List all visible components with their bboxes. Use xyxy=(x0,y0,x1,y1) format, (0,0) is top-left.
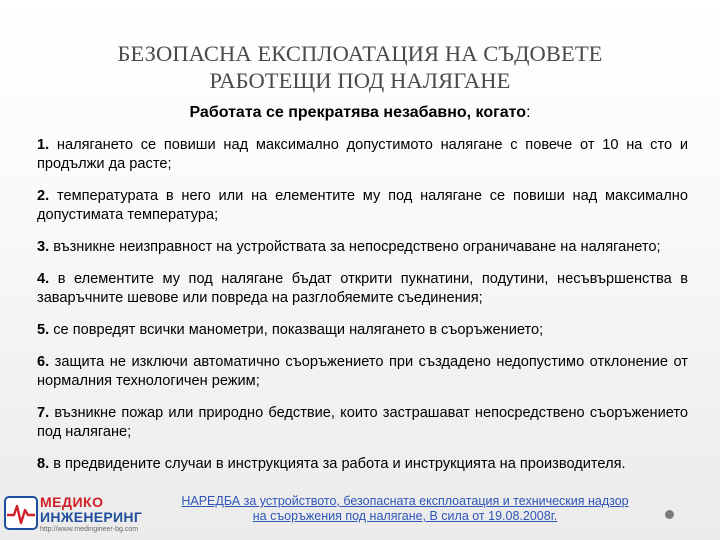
list-item xyxy=(37,321,688,340)
item-number: 1. xyxy=(37,137,50,153)
item-number: 4. xyxy=(37,271,50,287)
slide-title xyxy=(40,40,680,94)
title-line-1: БЕЗОПАСНА ЕКСПЛОАТАЦИЯ НА СЪДОВЕТЕ xyxy=(117,41,603,66)
list-item xyxy=(37,353,688,391)
item-text: възникне неизправност на устройствата за непосредствено ограничаване на налягането; xyxy=(49,239,661,255)
item-number: 2. xyxy=(37,188,50,204)
conditions-list xyxy=(37,136,688,487)
item-number: 7. xyxy=(37,405,50,421)
item-number: 8. xyxy=(37,456,50,472)
lead-colon: : xyxy=(526,104,531,121)
item-number: 5. xyxy=(37,322,50,338)
item-number: 3. xyxy=(37,239,50,255)
logo-url: http://www.medingineer-bg.com xyxy=(40,526,139,533)
list-item xyxy=(37,404,688,442)
bullet-dot xyxy=(665,510,674,519)
logo-text-line-2: ИНЖЕНЕРИНГ xyxy=(40,509,143,525)
lead-sentence xyxy=(40,103,680,123)
list-item xyxy=(37,136,688,174)
regulation-link[interactable] xyxy=(148,494,662,524)
item-text: температурата в него или на елементите му под налягане се повиши над максимално допустимата температура; xyxy=(37,188,688,223)
item-text: възникне пожар или природно бедствие, които застрашават непосредствено съоръжението под налягане; xyxy=(37,405,688,440)
company-logo xyxy=(4,494,154,538)
regulation-link-line-2: на съоръжения под налягане, В сила от 19.08.2008г. xyxy=(252,509,558,523)
regulation-link-line-1: НАРЕДБА за устройството, безопасната експлоатация и техническия надзор xyxy=(181,494,629,508)
list-item xyxy=(37,455,688,474)
lead-text: Работата се прекратява незабавно, когато xyxy=(189,104,527,121)
item-text: налягането се повиши над максимално допустимото налягане с повече от 10 на сто и продължи да расте; xyxy=(37,137,688,172)
logo-text-line-1: МЕДИКО xyxy=(40,494,104,510)
item-text: в елементите му под налягане бъдат открити пукнатини, подутини, несъвършенства в заваръчните шевове или повреда на разглобяемите съединения; xyxy=(37,271,688,306)
heartbeat-logo-icon xyxy=(4,496,38,530)
item-text: в предвидените случаи в инструкцията за работа и инструкцията на производителя. xyxy=(49,456,626,472)
item-text: защита не изключи автоматично съоръжението при създадено недопустимо отклонение от нормалния технологичен режим; xyxy=(37,354,688,389)
list-item xyxy=(37,270,688,308)
list-item xyxy=(37,238,688,257)
item-text: се повредят всички манометри, показващи налягането в съоръжението; xyxy=(49,322,544,338)
list-item xyxy=(37,187,688,225)
title-line-2: РАБОТЕЩИ ПОД НАЛЯГАНЕ xyxy=(209,68,511,93)
item-number: 6. xyxy=(37,354,50,370)
